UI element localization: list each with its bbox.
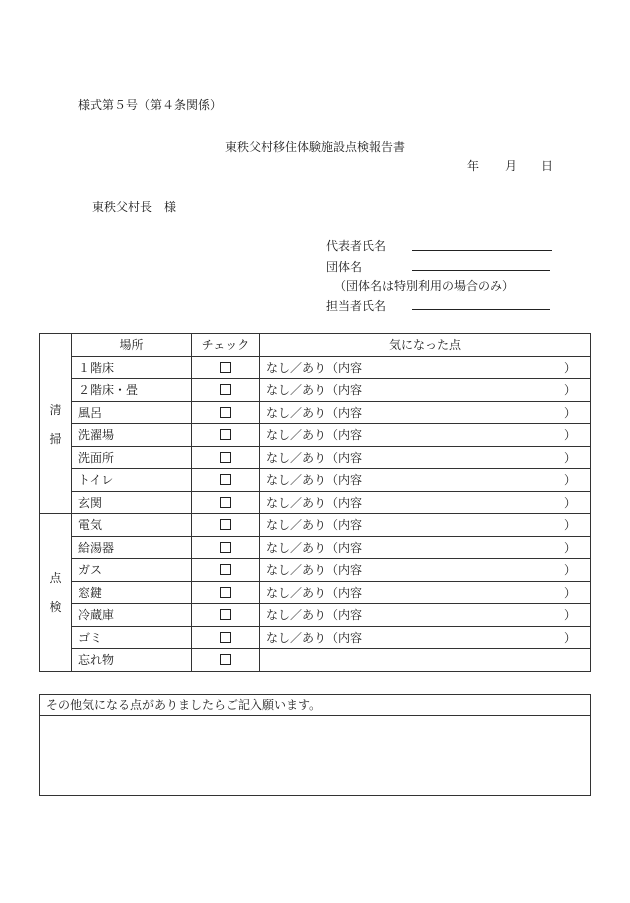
note-text: なし／あり（内容 xyxy=(266,495,363,510)
checkbox[interactable] xyxy=(220,542,231,553)
check-cell xyxy=(192,559,260,582)
table-row xyxy=(40,559,591,582)
note-cell[interactable] xyxy=(260,491,591,514)
note-close-paren: ） xyxy=(563,495,576,510)
note-cell[interactable] xyxy=(260,401,591,424)
note-text: なし／あり（内容 xyxy=(266,608,363,623)
note-cell[interactable] xyxy=(260,514,591,537)
note-cell[interactable] xyxy=(260,604,591,627)
note-cell[interactable] xyxy=(260,626,591,649)
place-cell: ２階床・畳 xyxy=(72,379,192,402)
check-cell xyxy=(192,604,260,627)
note-text: なし／あり（内容 xyxy=(266,450,363,465)
table-row xyxy=(40,491,591,514)
checkbox[interactable] xyxy=(220,519,231,530)
col-header-check: チェック xyxy=(192,334,260,357)
section-clean-char-2: 掃 xyxy=(49,431,62,446)
table-row xyxy=(40,446,591,469)
note-text: なし／あり（内容 xyxy=(266,405,363,420)
document-title: 東秩父村移住体験施設点検報告書 xyxy=(224,140,405,154)
table-row xyxy=(40,469,591,492)
check-cell xyxy=(192,424,260,447)
checkbox[interactable] xyxy=(220,384,231,395)
note-text: なし／あり（内容 xyxy=(266,428,363,443)
place-cell: 忘れ物 xyxy=(72,649,192,672)
check-cell xyxy=(192,536,260,559)
checkbox[interactable] xyxy=(220,497,231,508)
place-cell: 洗面所 xyxy=(72,446,192,469)
group-line[interactable] xyxy=(412,270,550,271)
group-note: （団体名は特別利用の場合のみ） xyxy=(334,279,515,293)
check-cell xyxy=(192,649,260,672)
date-month-label: 月 xyxy=(505,159,518,173)
note-text: なし／あり（内容 xyxy=(266,383,363,398)
note-text: なし／あり（内容 xyxy=(266,473,363,488)
representative-line[interactable] xyxy=(412,250,552,251)
representative-label: 代表者氏名 xyxy=(326,239,387,253)
note-cell-empty[interactable] xyxy=(260,649,591,672)
note-text: なし／あり（内容 xyxy=(266,585,363,600)
note-close-paren: ） xyxy=(563,428,576,442)
checkbox[interactable] xyxy=(220,632,231,643)
place-cell: 洗濯場 xyxy=(72,424,192,447)
note-text: なし／あり（内容 xyxy=(266,360,363,375)
table-row xyxy=(40,514,591,537)
check-cell xyxy=(192,401,260,424)
note-text: なし／あり（内容 xyxy=(266,518,363,533)
note-cell[interactable] xyxy=(260,446,591,469)
note-cell[interactable] xyxy=(260,469,591,492)
table-row xyxy=(40,536,591,559)
check-cell xyxy=(192,581,260,604)
section-clean xyxy=(40,334,72,514)
checkbox[interactable] xyxy=(220,654,231,665)
place-cell: ガス xyxy=(72,559,192,582)
date-day-label: 日 xyxy=(541,159,554,173)
note-text: なし／あり（内容 xyxy=(266,563,363,578)
section-inspect xyxy=(40,514,72,672)
note-close-paren: ） xyxy=(563,518,576,532)
checkbox[interactable] xyxy=(220,362,231,373)
table-header-row xyxy=(40,334,591,357)
addressee: 東秩父村長 様 xyxy=(92,200,177,214)
col-header-notes: 気になった点 xyxy=(260,334,591,357)
note-close-paren: ） xyxy=(563,405,576,420)
note-cell[interactable] xyxy=(260,356,591,379)
place-cell: ゴミ xyxy=(72,626,192,649)
col-header-place: 場所 xyxy=(72,334,192,357)
note-close-paren: ） xyxy=(563,450,576,465)
check-cell xyxy=(192,491,260,514)
table-row xyxy=(40,649,591,672)
place-cell: 給湯器 xyxy=(72,536,192,559)
table-row xyxy=(40,581,591,604)
check-cell xyxy=(192,446,260,469)
check-cell xyxy=(192,514,260,537)
note-close-paren: ） xyxy=(563,540,576,555)
note-close-paren: ） xyxy=(563,360,576,375)
place-cell: 風呂 xyxy=(72,401,192,424)
check-cell xyxy=(192,469,260,492)
place-cell: トイレ xyxy=(72,469,192,492)
note-close-paren: ） xyxy=(563,563,576,577)
note-cell[interactable] xyxy=(260,559,591,582)
table-row xyxy=(40,626,591,649)
note-cell[interactable] xyxy=(260,536,591,559)
checkbox[interactable] xyxy=(220,609,231,620)
note-cell[interactable] xyxy=(260,379,591,402)
other-remarks-box xyxy=(39,694,591,796)
table-row xyxy=(40,424,591,447)
checkbox[interactable] xyxy=(220,474,231,485)
note-close-paren: ） xyxy=(563,630,576,645)
inspection-table xyxy=(39,333,591,672)
check-cell xyxy=(192,379,260,402)
place-cell: 玄関 xyxy=(72,491,192,514)
section-inspect-char-2: 検 xyxy=(49,600,62,615)
check-cell xyxy=(192,356,260,379)
note-text: なし／あり（内容 xyxy=(266,630,363,645)
note-cell[interactable] xyxy=(260,424,591,447)
note-text: なし／あり（内容 xyxy=(266,540,363,555)
table-row xyxy=(40,356,591,379)
note-close-paren: ） xyxy=(563,473,576,487)
place-cell: 電気 xyxy=(72,514,192,537)
place-cell: １階床 xyxy=(72,356,192,379)
date-year-label: 年 xyxy=(467,159,480,173)
checkbox[interactable] xyxy=(220,587,231,598)
inspection-table-body xyxy=(40,334,591,672)
note-close-paren: ） xyxy=(563,585,576,600)
place-cell: 冷蔵庫 xyxy=(72,604,192,627)
contact-line[interactable] xyxy=(412,309,550,310)
place-cell: 窓鍵 xyxy=(72,581,192,604)
group-label: 団体名 xyxy=(326,260,363,274)
checkbox[interactable] xyxy=(220,429,231,440)
contact-label: 担当者氏名 xyxy=(326,299,387,313)
note-close-paren: ） xyxy=(563,383,576,397)
other-remarks-field[interactable] xyxy=(40,716,590,795)
table-row xyxy=(40,401,591,424)
table-row xyxy=(40,604,591,627)
checkbox[interactable] xyxy=(220,452,231,463)
other-remarks-label: その他気になる点がありましたらご記入願います。 xyxy=(40,695,590,716)
form-number: 様式第５号（第４条関係） xyxy=(78,98,223,112)
section-clean-char-1: 清 xyxy=(49,402,62,417)
note-cell[interactable] xyxy=(260,581,591,604)
checkbox[interactable] xyxy=(220,407,231,418)
section-inspect-char-1: 点 xyxy=(49,571,62,586)
check-cell xyxy=(192,626,260,649)
table-row xyxy=(40,379,591,402)
note-close-paren: ） xyxy=(563,608,576,622)
checkbox[interactable] xyxy=(220,564,231,575)
